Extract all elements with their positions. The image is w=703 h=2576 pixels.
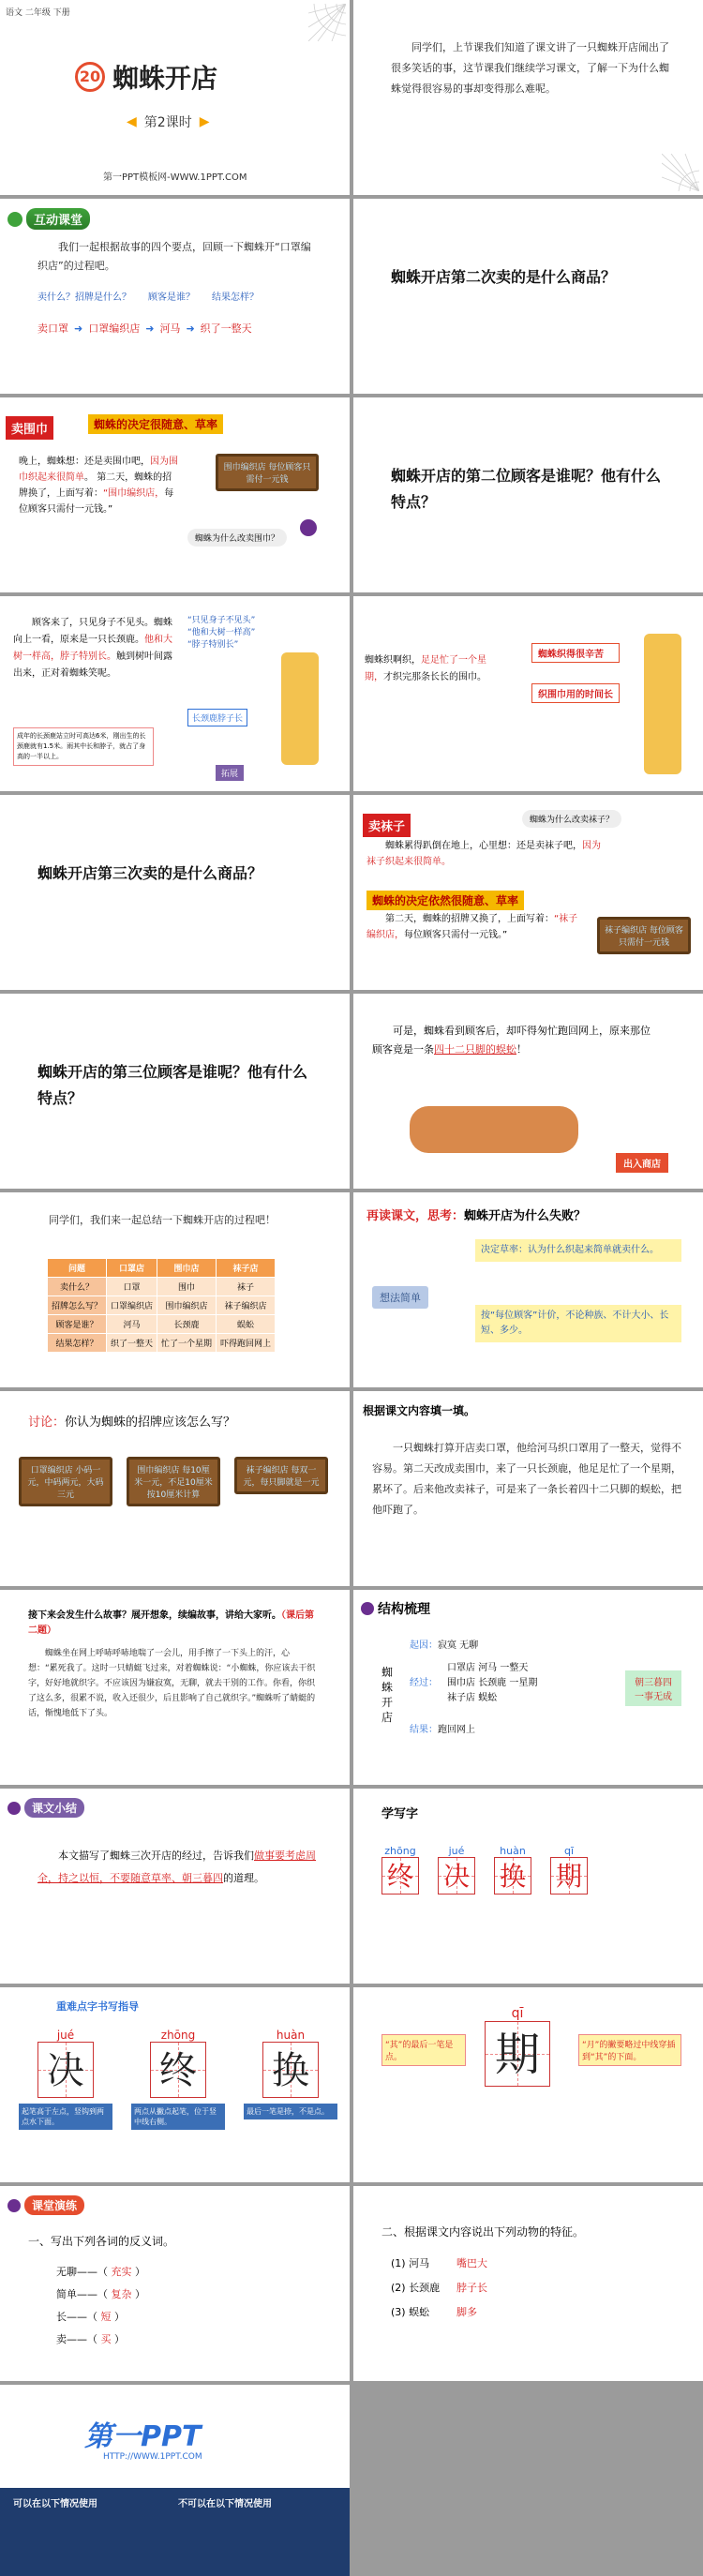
question-text: 蜘蛛开店第三次卖的是什么商品？ — [37, 864, 263, 882]
scarf-sign: 围巾编织店 每位顾客只需付一元钱 — [216, 454, 319, 491]
summary-table — [47, 1258, 276, 1353]
summary-text-end: 的道理。 — [223, 1872, 264, 1884]
character-card — [485, 2006, 550, 2087]
question-item: 顾客是谁？ — [148, 292, 195, 303]
exit-shop-button[interactable]: 出入商店 — [616, 1153, 668, 1173]
spider-icon — [7, 2199, 21, 2212]
feature-result: 长颈鹿脖子长 — [187, 709, 247, 726]
section-label: 互动课堂 — [26, 208, 90, 230]
process-time: 一星期 — [509, 1678, 538, 1688]
weaving-highlight: 足足忙了一个星期， — [365, 655, 486, 682]
reason-category: 想法简单 — [372, 1286, 428, 1309]
weaving-label: 织围巾用的时间长 — [531, 683, 620, 703]
feature-note: “他和大树一样高” — [187, 628, 256, 637]
table-header: 口罩店 — [107, 1259, 157, 1278]
spider-web-icon — [308, 4, 346, 41]
slide-learn-writing — [353, 1789, 703, 1984]
giraffe-story — [13, 615, 172, 682]
structure-summary: 朝三暮四 一事无成 — [625, 1670, 681, 1706]
section-header — [7, 1798, 84, 1818]
giraffe-text: 顾客来了，只见身子不见头。蜘蛛向上一看，原来是一只长颈鹿。 — [13, 618, 172, 645]
process-shop: 围巾店 — [447, 1678, 475, 1688]
table-row — [48, 1334, 276, 1353]
section-label: 课堂演练 — [24, 2195, 84, 2215]
antonym-item: 卖——（ 买 ） — [56, 2333, 125, 2345]
footer-url: HTTP://WWW.1PPT.COM — [103, 2452, 202, 2462]
cover-title-row — [75, 58, 217, 96]
answer: 充实 — [111, 2266, 132, 2278]
heading-text: 蜘蛛开店为什么失败？ — [464, 1209, 587, 1223]
structure-cause — [410, 1637, 478, 1651]
process-shop: 袜子店 — [447, 1693, 475, 1703]
weaving-story — [365, 652, 496, 686]
slide-heading — [28, 1412, 235, 1430]
feature-list — [391, 2252, 487, 2325]
feature-item — [391, 2252, 487, 2276]
slide-continue-story — [0, 1590, 350, 1785]
slide-fill-blanks — [353, 1391, 703, 1586]
table-cell: 口罩编织店 — [107, 1296, 157, 1315]
table-cell: 蜈蚣 — [217, 1315, 276, 1334]
slide-cover — [0, 0, 350, 195]
character: 终 — [386, 1861, 413, 1892]
table-cell: 长颈鹿 — [157, 1315, 217, 1334]
spider-icon — [300, 519, 317, 536]
arrow-right-icon: ➜ — [145, 322, 155, 335]
summary-text — [37, 1845, 319, 1890]
animal: (3) 蜈蚣 — [391, 2306, 430, 2318]
slide-summary-table — [0, 1192, 350, 1387]
exercise-question: 二、根据课文内容说出下列动物的特征。 — [381, 2225, 585, 2239]
structure-process-label: 经过： — [410, 1678, 438, 1688]
writing-tip: “月”的撇要略过中线穿插到“其”的下面。 — [578, 2034, 681, 2066]
can-use-title: 可以在以下情况使用 — [13, 2499, 97, 2509]
pinyin: qī — [511, 2006, 524, 2021]
spider-web-icon — [662, 154, 699, 191]
slide-lesson-summary — [0, 1789, 350, 1984]
character: 换 — [272, 2049, 309, 2092]
character: 期 — [494, 2029, 540, 2081]
process-shop: 口罩店 — [447, 1663, 475, 1673]
exercise-question: 一、写出下列各词的反义词。 — [28, 2235, 175, 2248]
slide-question-3rd-customer — [0, 994, 350, 1189]
antonym-item: 简单——（ 复杂 ） — [56, 2288, 145, 2300]
table-cell: 吓得跑回网上 — [217, 1334, 276, 1353]
pinyin: jué — [56, 2029, 75, 2042]
flow-row — [37, 321, 252, 336]
spider-icon — [361, 1602, 374, 1615]
slide-question-3rd-item — [0, 795, 350, 990]
writing-tip: 两点从撇点起笔，位于竖中线右侧。 — [131, 2104, 225, 2130]
character: 决 — [442, 1861, 470, 1892]
heading-text: 你认为蜘蛛的招牌应该怎么写？ — [65, 1415, 236, 1430]
structure-result — [410, 1721, 475, 1735]
socks-sign-quote: “袜子编织店， — [366, 914, 578, 940]
character-card — [494, 1845, 531, 1895]
summary-text-start: 本文描写了蜘蛛三次开店的经过，告诉我们 — [58, 1850, 254, 1862]
giraffe-text-2: 触到树叶间露出来，正对着蜘蛛笑呢。 — [13, 651, 172, 679]
slide-failure-reasons — [353, 1192, 703, 1387]
table-cell: 招牌怎么写？ — [48, 1296, 107, 1315]
table-cell: 袜子编织店 — [217, 1296, 276, 1315]
table-cell: 围巾编织店 — [157, 1296, 217, 1315]
section-header — [361, 1599, 430, 1618]
table-cell: 河马 — [107, 1315, 157, 1334]
table-row — [48, 1315, 276, 1334]
section-header — [7, 208, 90, 230]
socks-story — [366, 838, 601, 870]
pinyin: jué — [448, 1845, 465, 1857]
character: 终 — [159, 2049, 197, 2092]
question-item: 结果怎样？ — [212, 292, 259, 303]
flow-step: 织了一整天 — [200, 322, 252, 335]
weaving-text: 蜘蛛织啊织， — [365, 655, 421, 666]
weaving-labels — [531, 643, 620, 703]
character-row — [381, 1845, 588, 1895]
table-row — [48, 1278, 276, 1296]
table-cell: 顾客是谁？ — [48, 1315, 107, 1334]
feature: 嘴巴大 — [456, 2257, 487, 2269]
table-cell: 围巾 — [157, 1278, 217, 1296]
table-cell: 袜子 — [217, 1278, 276, 1296]
cause-text: 寂寞 无聊 — [438, 1640, 479, 1651]
feature: 脖子长 — [456, 2282, 487, 2294]
answer: 短 — [100, 2311, 112, 2323]
character-row — [19, 2029, 337, 2130]
character-card — [381, 1845, 419, 1895]
table-cell: 织了一整天 — [107, 1334, 157, 1353]
section-label: 学写字 — [381, 1807, 419, 1821]
scarf-text-3: 每位顾客只需付一元钱。” — [19, 488, 174, 515]
cover-title: 蜘蛛开店 — [112, 63, 218, 94]
animal: (2) 长颈鹿 — [391, 2282, 441, 2294]
story-example: 蜘蛛坐在网上呼哧呼哧地喘了一会儿，用手擦了一下头上的汗，心想：“累死我了。这时一只蜻蜓飞过来，对着蜘蛛说：“小蜘蛛，你应该去干织字，好好地就织字。不应该因为嫌寂寞，无聊，就去干别的工作。你看，你织了这么多，很累不说，收入还很少，后且影响了自己就织字。”蜘蛛听了蜻蜓的话，惭愧地低下了头。 — [28, 1649, 316, 1718]
character-card — [438, 1845, 475, 1895]
flow-step: 口罩编织店 — [88, 322, 141, 335]
expand-button[interactable]: 拓展 — [216, 765, 244, 781]
antonym-item: 长——（ 短 ） — [56, 2311, 125, 2323]
flow-step: 河马 — [159, 322, 181, 335]
feature-note: “脖子特别长” — [187, 640, 239, 650]
story-prompt-source: （课后第二题） — [28, 1610, 314, 1636]
section-label: 课文小结 — [24, 1798, 84, 1818]
slide-heading: 根据课文内容填一填。 — [363, 1404, 476, 1417]
pinyin: huàn — [276, 2029, 306, 2042]
table-header-row — [48, 1259, 276, 1278]
socks-tag: 卖袜子 — [363, 814, 411, 837]
character: 换 — [499, 1861, 526, 1892]
suggested-sign: 围巾编织店 每10厘米一元，不足10厘米按10厘米计算 — [127, 1457, 220, 1506]
spider-icon — [7, 1802, 21, 1815]
structure-title: 蜘蛛开店 — [381, 1666, 394, 1724]
centipede-image — [410, 1106, 578, 1153]
pinyin: qī — [563, 1845, 575, 1857]
question-bubble: 蜘蛛为什么改卖围巾？ — [187, 529, 287, 547]
socks-text-1: 蜘蛛累得趴倒在地上，心里想：还是卖袜子吧， — [385, 841, 582, 851]
summary-highlight: 做事要考虑周全，持之以恒，不要随意草率、朝三暮四 — [37, 1850, 316, 1884]
table-header: 袜子店 — [217, 1259, 276, 1278]
writing-tip: 最后一笔是捺，不是点。 — [244, 2104, 337, 2119]
character-card — [244, 2029, 337, 2130]
fill-text: 一只蜘蛛打算开店卖口罩，他给河马织口罩用了一整天，觉得不容易。第二天改成卖围巾，来了一只长颈鹿，他足足忙了一个星期，累坏了。后来他改卖袜子，可是来了一条长着四十二只脚的蜈蚣，把他吓跑了。 — [372, 1442, 681, 1516]
section-label: 结构梳理 — [378, 1602, 430, 1617]
slide-scarf — [0, 397, 350, 592]
question-item: 卖什么？招牌是什么？ — [37, 292, 131, 303]
slide-question-2nd-item — [353, 199, 703, 394]
scarf-text-1: 晚上，蜘蛛想：还是卖围巾吧， — [19, 457, 150, 467]
character: 决 — [47, 2049, 84, 2092]
structure-part: 结果： — [410, 1725, 438, 1735]
table-header: 围巾店 — [157, 1259, 217, 1278]
word: 卖 — [56, 2333, 67, 2345]
word: 无聊 — [56, 2266, 77, 2278]
slide-discussion-signs — [0, 1391, 350, 1586]
centipede-text: 可是，蜘蛛看到顾客后，却吓得匆忙跑回网上，原来那位顾客竟是一条 — [372, 1025, 651, 1056]
antonym-item: 无聊——（ 充实 ） — [56, 2266, 145, 2278]
table-cell: 结果怎样？ — [48, 1334, 107, 1353]
pinyin: huàn — [500, 1845, 526, 1857]
giraffe-highlight: 他和大树一样高，脖子特别长。 — [13, 635, 172, 662]
heading-prefix: 再读课文，思考： — [366, 1209, 465, 1223]
animal: (1) 河马 — [391, 2257, 430, 2269]
process-customer: 河马 — [478, 1663, 498, 1673]
table-row — [48, 1296, 276, 1315]
pinyin: zhōng — [384, 1845, 416, 1857]
centipede-story — [372, 1022, 653, 1059]
feature-item — [391, 2276, 487, 2300]
section-label: 重难点字书写指导 — [56, 2000, 139, 2013]
socks-sign: 袜子编织店 每位顾客只需付一元钱 — [597, 917, 691, 954]
process-time: 一整天 — [500, 1663, 529, 1673]
footer-rules — [0, 2488, 350, 2576]
writing-tip: 起笔高于左点，竖钩到两点水下面。 — [19, 2104, 112, 2130]
period-label: 第2课时 — [143, 115, 192, 130]
intro-paragraph: 同学们，上节课我们知道了课文讲了一只蜘蛛开店闹出了很多笑话的事，这节课我们继续学习课文，了解一下为什么蜘蛛觉得很容易的事却变得那么难呢。 — [391, 41, 669, 95]
slide-footer — [0, 2385, 350, 2576]
question-bubble: 蜘蛛为什么改卖袜子？ — [522, 810, 621, 828]
process-row — [447, 1661, 537, 1676]
slide-interactive-review — [0, 199, 350, 394]
slide-centipede — [353, 994, 703, 1189]
next-arrow-icon[interactable]: ▶ — [199, 114, 210, 129]
socks-text-3: 每位顾客只需付一元钱。” — [404, 930, 508, 940]
question-text: 蜘蛛开店的第三位顾客是谁呢？他有什么特点？ — [37, 1063, 308, 1107]
scarf-tag: 卖围巾 — [6, 416, 53, 440]
slide-structure — [353, 1590, 703, 1785]
answer: 复杂 — [111, 2288, 132, 2300]
giraffe-image — [644, 634, 681, 774]
question-row — [37, 289, 259, 303]
footer-logo: 第一PPT — [84, 2420, 202, 2453]
story-prompt — [28, 1609, 319, 1639]
table-cell: 忙了一个星期 — [157, 1334, 217, 1353]
table-cell: 卖什么？ — [48, 1278, 107, 1296]
word: 长 — [56, 2311, 67, 2323]
process-customer: 蜈蚣 — [478, 1693, 498, 1703]
prev-arrow-icon[interactable]: ◀ — [127, 114, 137, 129]
character: 期 — [555, 1861, 582, 1892]
giraffe-fact: 成年的长颈鹿站立时可高达6米，刚出生的长颈鹿就有1.5米。雨其中长和脖子，就占了身高的一半以上。 — [13, 727, 154, 766]
slide-question-2nd-customer — [353, 397, 703, 592]
question-text: 蜘蛛开店第二次卖的是什么商品？ — [391, 268, 617, 286]
suggested-sign: 袜子编织店 每双一元，每只脚就是一元 — [234, 1457, 328, 1494]
question-text: 蜘蛛开店的第二位顾客是谁呢？他有什么特点？ — [391, 467, 662, 511]
slide-heading — [366, 1206, 586, 1223]
period-row — [127, 112, 209, 131]
centipede-highlight: 四十二只脚的蜈蚣 — [434, 1043, 516, 1056]
slide-practice-features — [353, 2186, 703, 2381]
flow-step: 卖口罩 — [37, 322, 68, 335]
cannot-use-title: 不可以在以下情况使用 — [178, 2499, 272, 2509]
result-text: 跑回网上 — [438, 1725, 475, 1735]
feature-note: “只见身子不见头” — [187, 616, 256, 625]
socks-story-2 — [366, 911, 582, 943]
slide-character-qi — [353, 1987, 703, 2182]
process-row — [447, 1691, 537, 1706]
structure-process — [447, 1661, 537, 1706]
process-row — [447, 1676, 537, 1691]
table-cell: 口罩 — [107, 1278, 157, 1296]
socks-reason: 因为袜子织起来很简单。 — [366, 841, 601, 867]
section-icon — [7, 212, 22, 227]
decision-banner: 蜘蛛的决定很随意、草率 — [88, 414, 223, 434]
slide-socks — [353, 795, 703, 990]
antonym-list — [56, 2261, 145, 2351]
footer-logo-area — [0, 2385, 350, 2488]
subject-label: 语文 二年级 下册 — [6, 8, 70, 18]
character-card — [19, 2029, 112, 2130]
site-label: 第一PPT模板网-WWW.1PPT.COM — [103, 172, 247, 183]
character-card — [131, 2029, 225, 2130]
table-header: 问题 — [48, 1259, 107, 1278]
giraffe-image — [281, 652, 319, 765]
lesson-number-badge: 20 — [75, 62, 105, 92]
writing-tip: “其”的最后一笔是点。 — [381, 2034, 466, 2066]
feature-item — [391, 2300, 487, 2325]
scarf-sign-quote: “围巾编织店， — [103, 488, 165, 499]
scarf-reason: 因为围巾织起来很简单 — [19, 457, 178, 483]
slide-practice-antonyms — [0, 2186, 350, 2381]
arrow-right-icon: ➜ — [186, 322, 195, 335]
summary-intro: 同学们，我们来一起总结一下蜘蛛开店的过程吧！ — [49, 1214, 276, 1226]
structure-part: 起因： — [410, 1640, 438, 1651]
character-card — [550, 1845, 588, 1895]
weaving-label: 蜘蛛织得很辛苦 — [531, 643, 620, 663]
slide-giraffe — [0, 596, 350, 791]
section-header — [7, 2195, 84, 2215]
pinyin: zhōng — [160, 2029, 196, 2042]
arrow-right-icon: ➜ — [74, 322, 83, 335]
reason-box: 按“每位顾客”计价，不论种族、不计大小、长短、多少。 — [475, 1305, 681, 1342]
decision-banner: 蜘蛛的决定依然很随意、草率 — [366, 891, 524, 910]
story-prompt-text: 接下来会发生什么故事？展开想象，续编故事，讲给大家听。 — [28, 1610, 281, 1621]
heading-prefix: 讨论： — [28, 1415, 66, 1430]
slide-intro-text — [353, 0, 703, 195]
weaving-text-2: 才织完那条长长的围巾。 — [383, 672, 486, 682]
review-intro: 我们一起根据故事的四个要点，回顾一下蜘蛛开“口罩编织店”的过程吧。 — [37, 241, 311, 272]
scarf-text-2: 第二天，蜘蛛的招牌换了，上面写着： — [19, 472, 172, 499]
answer: 买 — [100, 2333, 112, 2345]
socks-text-2: 第二天，蜘蛛的招牌又换了，上面写着： — [385, 914, 554, 924]
centipede-text-end: ！ — [516, 1043, 527, 1056]
suggested-sign: 口罩编织店 小码一元，中码两元，大码三元 — [19, 1457, 112, 1506]
feature: 脚多 — [456, 2306, 477, 2318]
scarf-story: 晚上，蜘蛛想：还是卖围巾吧，因为围巾织起来很简单。 第二天，蜘蛛的招牌换了，上面写着：“围巾编织店，每位顾客只需付一元钱。” — [19, 457, 178, 515]
word: 简单 — [56, 2288, 77, 2300]
reason-box: 决定草率：认为什么织起来简单就卖什么。 — [475, 1239, 681, 1262]
slide-key-characters — [0, 1987, 350, 2182]
slide-weaving — [353, 596, 703, 791]
process-customer: 长颈鹿 — [478, 1678, 507, 1688]
feature-notes — [187, 615, 255, 651]
